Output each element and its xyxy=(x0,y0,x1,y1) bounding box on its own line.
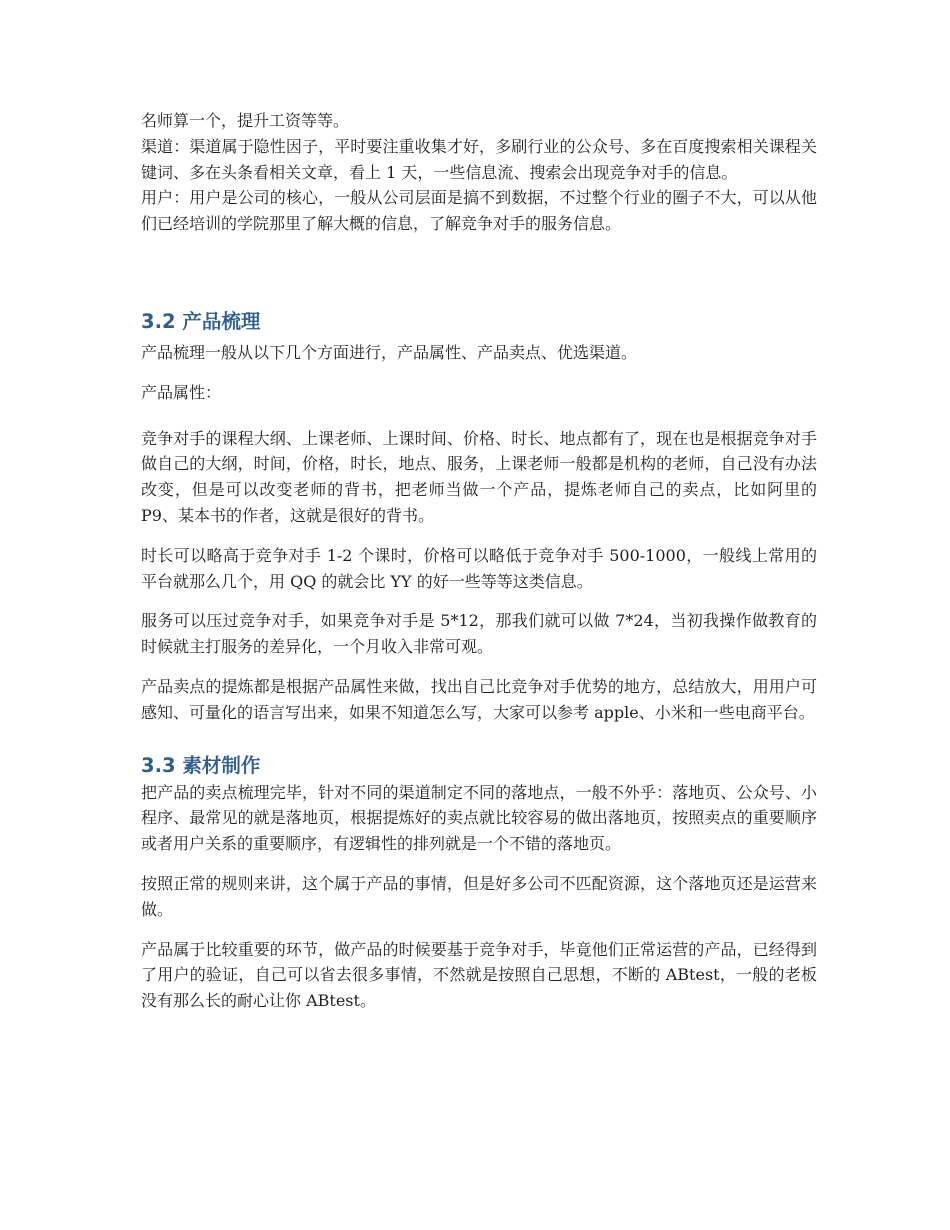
section-heading-3-2: 3.2 产品梳理 xyxy=(141,309,261,333)
intro-line-channel: 渠道：渠道属于隐性因子，平时要注重收集才好，多刷行业的公众号、多在百度搜索相关课程关键词、多在头条看相关文章，看上 1 天，一些信息流、搜索会出现竞争对手的信息。 xyxy=(141,136,817,182)
paragraph: 产品卖点的提炼都是根据产品属性来做，找出自己比竞争对手优势的地方，总结放大，用用户可感知、可量化的语言写出来，如果不知道怎么写，大家可以参考 apple、小米和一些电商平台。 xyxy=(141,676,817,722)
paragraph: 产品属性： xyxy=(141,382,222,402)
document-page xyxy=(141,108,817,1014)
section-heading-3-3: 3.3 素材制作 xyxy=(141,753,261,777)
paragraph: 把产品的卖点梳理完毕，针对不同的渠道制定不同的落地点，一般不外乎：落地页、公众号、小程序、最常见的就是落地页，根据提炼好的卖点就比较容易的做出落地页，按照卖点的重要顺序或者用户关系的重要顺序，有逻辑性的排列就是一个不错的落地页。 xyxy=(141,782,817,854)
paragraph: 服务可以压过竞争对手，如果竞争对手是 5*12，那我们就可以做 7*24，当初我操作做教育的时候就主打服务的差异化，一个月收入非常可观。 xyxy=(141,611,817,657)
intro-block xyxy=(141,108,817,237)
paragraph: 产品梳理一般从以下几个方面进行，产品属性、产品卖点、优选渠道。 xyxy=(141,342,638,362)
paragraph: 时长可以略高于竞争对手 1-2 个课时，价格可以略低于竞争对手 500-1000，一般线上常用的平台就那么几个，用 QQ 的就会比 YY 的好一些等等这类信息。 xyxy=(141,545,817,591)
section-3-2-body xyxy=(141,340,817,726)
paragraph: 按照正常的规则来讲，这个属于产品的事情，但是好多公司不匹配资源，这个落地页还是运营来做。 xyxy=(141,873,817,919)
section-3-3-body xyxy=(141,780,817,1014)
paragraph: 竞争对手的课程大纲、上课老师、上课时间、价格、时长、地点都有了，现在也是根据竞争对手做自己的大纲，时间，价格，时长，地点、服务，上课老师一般都是机构的老师，自己没有办法改变，但是可以改变老师的背书，把老师当做一个产品，提炼老师自己的卖点，比如阿里的 P9、某本书的作者，这就是很好的背书。 xyxy=(141,428,817,525)
intro-line-user: 用户：用户是公司的核心，一般从公司层面是搞不到数据，不过整个行业的圈子不大，可以从他们已经培训的学院那里了解大概的信息，了解竞争对手的服务信息。 xyxy=(141,188,817,234)
intro-line-1: 名师算一个，提升工资等等。 xyxy=(141,111,350,130)
paragraph: 产品属于比较重要的环节，做产品的时候要基于竞争对手，毕竟他们正常运营的产品，已经得到了用户的验证，自己可以省去很多事情，不然就是按照自己思想，不断的 ABtest，一般的老板没有那么长的耐心让你 ABtest。 xyxy=(141,939,817,1011)
